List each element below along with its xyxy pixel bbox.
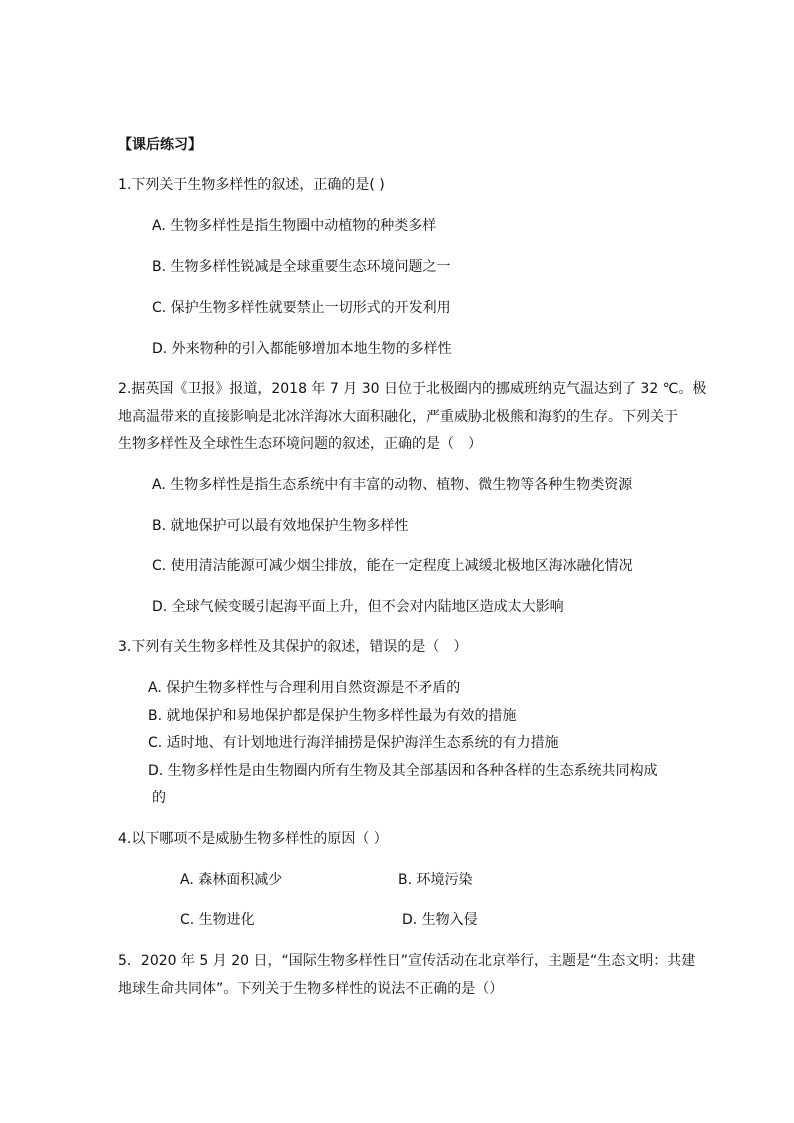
question-2-option-c: C. 使用清洁能源可减少烟尘排放，能在一定程度上减缓北极地区海冰融化情况 [152, 558, 633, 574]
question-2-stem-line-1: 2.据英国《卫报》报道，2018 年 7 月 30 日位于北极圈内的挪威班纳克气温达到了 32 ℃。极 [118, 381, 707, 397]
question-4-stem: 4.以下哪项不是威胁生物多样性的原因（ ） [118, 831, 388, 847]
question-2-option-b: B. 就地保护可以最有效地保护生物多样性 [152, 518, 409, 534]
question-4-option-b: B. 环境污染 [398, 872, 473, 888]
question-3-option-c: C. 适时地、有计划地进行海洋捕捞是保护海洋生态系统的有力措施 [148, 735, 559, 751]
question-3-option-d: D. 生物多样性是由生物圈内所有生物及其全部基因和各种各样的生态系统共同构成 [148, 763, 658, 779]
question-5-stem-line-2: 地球生命共同体”。下列关于生物多样性的说法不正确的是（） [118, 981, 504, 997]
question-1-stem: 1.下列关于生物多样性的叙述，正确的是( ) [118, 177, 385, 193]
question-3-option-b: B. 就地保护和易地保护都是保护生物多样性最为有效的措施 [148, 708, 517, 724]
question-2-stem-line-3: 生物多样性及全球性生态环境问题的叙述，正确的是（ ） [118, 436, 482, 452]
question-4-option-a: A. 森林面积减少 [180, 872, 283, 888]
question-5-stem-line-1: 5．2020 年 5 月 20 日，“国际生物多样性日”宣传活动在北京举行，主题是“生态文明：共建 [118, 953, 696, 969]
question-3-option-d-continuation: 的 [152, 790, 166, 806]
question-4-option-c: C. 生物进化 [180, 912, 255, 928]
question-1-option-a: A. 生物多样性是指生物圈中动植物的种类多样 [152, 218, 437, 234]
question-2-option-d: D. 全球气候变暖引起海平面上升，但不会对内陆地区造成太大影响 [152, 599, 564, 615]
question-4-option-d: D. 生物入侵 [402, 912, 478, 928]
question-1-option-b: B. 生物多样性锐减是全球重要生态环境问题之一 [152, 259, 451, 275]
question-1-option-d: D. 外来物种的引入都能够增加本地生物的多样性 [152, 341, 452, 357]
question-1-option-c: C. 保护生物多样性就要禁止一切形式的开发利用 [152, 300, 451, 316]
question-3-stem: 3.下列有关生物多样性及其保护的叙述，错误的是（ ） [118, 639, 468, 655]
question-2-stem-line-2: 地高温带来的直接影响是北冰洋海冰大面积融化，严重威胁北极熊和海豹的生存。下列关于 [118, 409, 678, 425]
question-2-option-a: A. 生物多样性是指生态系统中有丰富的动物、植物、微生物等各种生物类资源 [152, 477, 633, 493]
section-title: 【课后练习】 [118, 137, 202, 153]
question-3-option-a: A. 保护生物多样性与合理利用自然资源是不矛盾的 [148, 680, 461, 696]
